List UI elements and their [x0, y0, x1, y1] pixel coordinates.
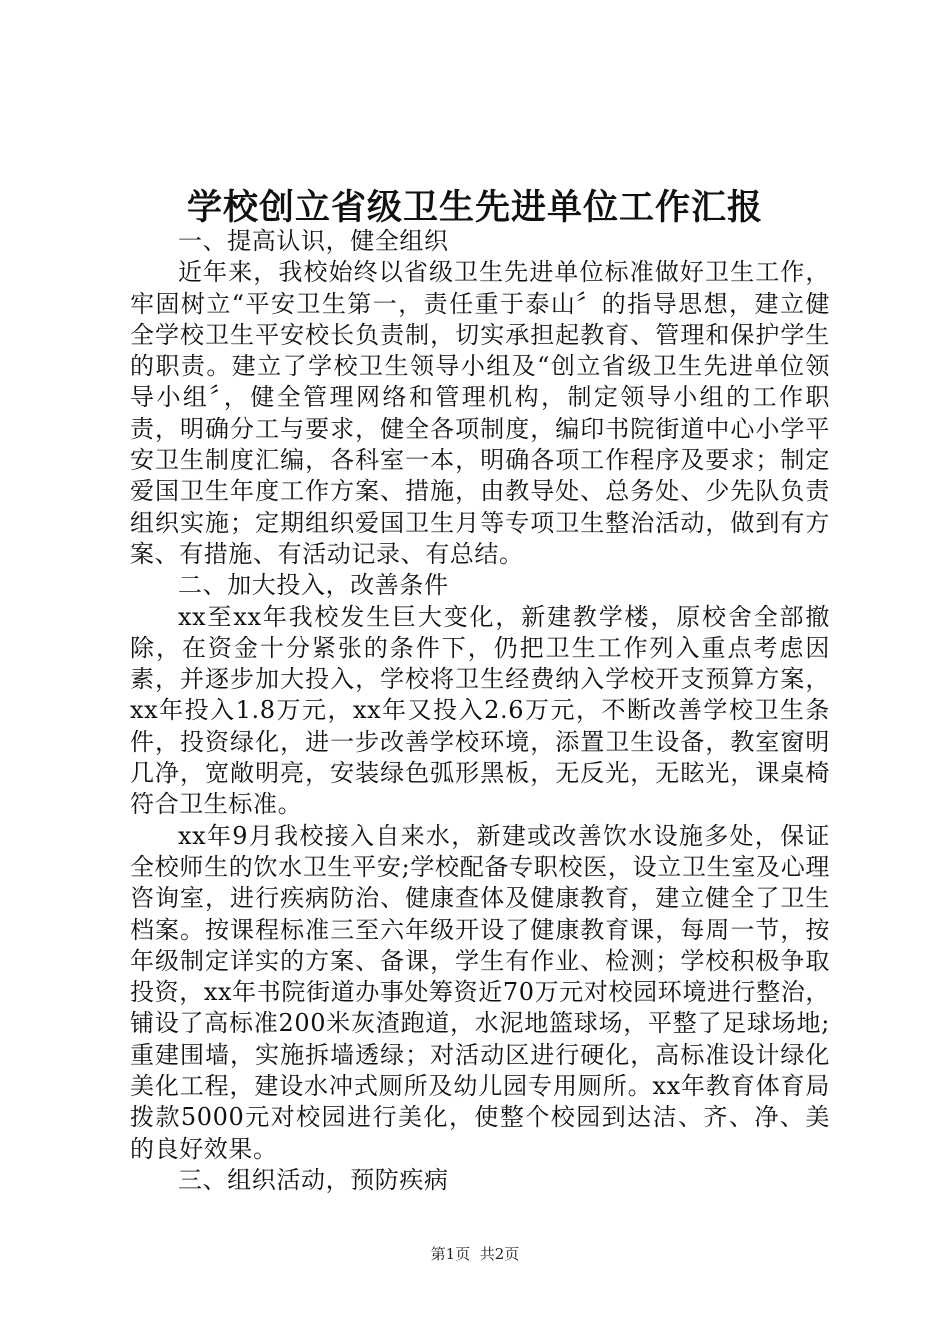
section-heading: 二、加大投入，改善条件: [178, 571, 449, 600]
document-body: [130, 226, 830, 1196]
body-paragraph: xx年9月我校接入自来水，新建或改善饮水设施多处，保证全校师生的饮水卫生平安;学校配备专职校医，设立卫生室及心理咨询室，进行疾病防治、健康查体及健康教育，建立健全了卫生档案。按课程标准三至六年级开设了健康教育课，每周一节，按年级制定详实的方案、备课，学生有作业、检测；学校积极争取投资，xx年书院街道办事处筹资近70万元对校园环境进行整治，铺设了高标准200米灰渣跑道，水泥地篮球场，平整了足球场地;重建围墙，实施拆墙透绿；对活动区进行硬化，高标准设计绿化美化工程，建设水冲式厕所及幼儿园专用厕所。xx年教育体育局拨款5000元对校园进行美化，使整个校园到达洁、齐、净、美的良好效果。: [130, 821, 830, 1163]
section-heading: 一、提高认识，健全组织: [178, 227, 449, 255]
document-title: 学校创立省级卫生先进单位工作汇报: [186, 187, 763, 228]
page-total: 共2页: [479, 1245, 520, 1263]
body-paragraph: 近年来，我校始终以省级卫生先进单位标准做好卫生工作，牢固树立“平安卫生第一，责任重于泰山〞的指导思想，建立健全学校卫生平安校长负责制，切实承担起教育、管理和保护学生的职责。建立了学校卫生领导小组及“创立省级卫生先进单位领导小组〞，健全管理网络和管理机构，制定领导小组的工作职责，明确分工与要求，健全各项制度，编印书院街道中心小学平安卫生制度汇编，各科室一本，明确各项工作程序及要求；制定爱国卫生年度工作方案、措施，由教导处、总务处、少先队负责组织实施；定期组织爱国卫生月等专项卫生整治活动，做到有方案、有措施、有活动记录、有总结。: [130, 258, 830, 568]
body-paragraph: xx至xx年我校发生巨大变化，新建教学楼，原校舍全部撤除，在资金十分紧张的条件下，仍把卫生工作列入重点考虑因素，并逐步加大投入，学校将卫生经费纳入学校开支预算方案，xx年投入1.8万元，xx年又投入2.6万元，不断改善学校卫生条件，投资绿化，进一步改善学校环境，添置卫生设备，教室窗明几净，宽敞明亮，安装绿色弧形黑板，无反光，无眩光，课桌椅符合卫生标准。: [130, 602, 830, 819]
footer-gap: [470, 1245, 480, 1263]
page-number: 第1页: [430, 1245, 471, 1263]
page-footer: [0, 1244, 950, 1264]
section-heading: 三、组织活动，预防疾病: [178, 1165, 449, 1194]
